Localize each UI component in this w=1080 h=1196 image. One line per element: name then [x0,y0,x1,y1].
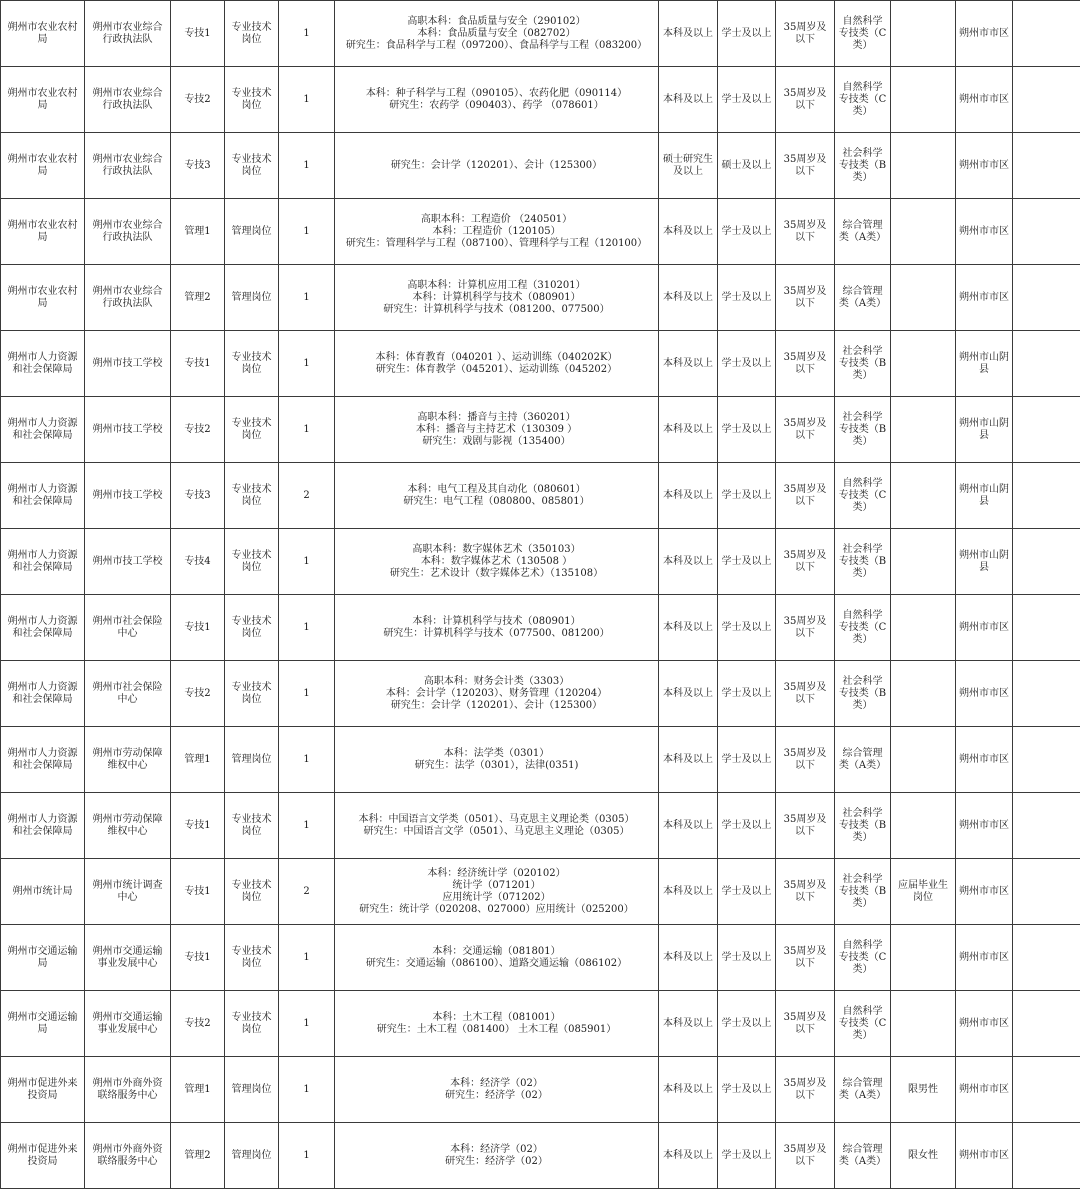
exam-category-cell: 社会科学专技类（B类） [835,331,891,397]
unit-cell: 朔州市技工学校 [85,463,171,529]
blank-cell [1013,463,1080,529]
requirement-line: 本科：法学类（0301） [443,747,550,759]
major-requirements-cell [335,1057,659,1123]
headcount-cell: 1 [279,529,335,595]
exam-category-cell: 自然科学专技类（C类） [835,595,891,661]
table-row [1,265,1080,331]
post-type-cell: 专业技术岗位 [225,1,279,67]
requirement-line: 研究生：电气工程（080800、085801） [403,495,590,507]
unit-cell: 朔州市劳动保障维权中心 [85,793,171,859]
degree-cell: 学士及以上 [718,1057,776,1123]
requirement-line: 研究生：土木工程（081400） 土木工程（085901） [376,1023,617,1035]
age-cell: 35周岁及以下 [776,199,835,265]
dept-cell: 朔州市农业农村局 [1,67,85,133]
post-type-cell: 专业技术岗位 [225,67,279,133]
age-cell: 35周岁及以下 [776,859,835,925]
education-cell: 本科及以上 [659,793,718,859]
post-type-cell: 管理岗位 [225,1057,279,1123]
unit-cell: 朔州市交通运输事业发展中心 [85,925,171,991]
post-type-cell: 专业技术岗位 [225,925,279,991]
post-code-cell: 专技1 [171,859,225,925]
table-row [1,133,1080,199]
requirement-line: 研究生：食品科学与工程（097200）、食品科学与工程（083200） [345,39,648,51]
headcount-cell: 1 [279,1123,335,1189]
age-cell: 35周岁及以下 [776,331,835,397]
other-condition-cell [891,991,956,1057]
major-requirements-cell [335,397,659,463]
major-requirements-cell [335,529,659,595]
requirement-line: 本科：数字媒体艺术（130508 ） [420,555,573,567]
headcount-cell: 1 [279,331,335,397]
post-type-cell: 专业技术岗位 [225,661,279,727]
requirement-line: 本科：交通运输（081801） [432,945,561,957]
age-cell: 35周岁及以下 [776,661,835,727]
major-requirements-cell [335,331,659,397]
unit-cell: 朔州市外商外资联络服务中心 [85,1057,171,1123]
education-cell: 本科及以上 [659,265,718,331]
headcount-cell: 1 [279,991,335,1057]
table-row [1,661,1080,727]
dept-cell: 朔州市促进外来投资局 [1,1123,85,1189]
exam-category-cell: 自然科学专技类（C类） [835,925,891,991]
requirement-line: 本科：计算机科学与技术（080901） [412,615,581,627]
headcount-cell: 1 [279,595,335,661]
major-requirements-cell [335,991,659,1057]
unit-cell: 朔州市社会保险中心 [85,661,171,727]
major-requirements-cell [335,1123,659,1189]
degree-cell: 学士及以上 [718,991,776,1057]
headcount-cell: 1 [279,1,335,67]
blank-cell [1013,67,1080,133]
unit-cell: 朔州市外商外资联络服务中心 [85,1123,171,1189]
post-code-cell: 管理1 [171,1057,225,1123]
blank-cell [1013,991,1080,1057]
dept-cell: 朔州市统计局 [1,859,85,925]
headcount-cell: 1 [279,661,335,727]
table-row [1,991,1080,1057]
blank-cell [1013,397,1080,463]
work-location-cell: 朔州市市区 [956,1,1013,67]
blank-cell [1013,595,1080,661]
degree-cell: 学士及以上 [718,463,776,529]
age-cell: 35周岁及以下 [776,463,835,529]
degree-cell: 学士及以上 [718,265,776,331]
education-cell: 本科及以上 [659,859,718,925]
headcount-cell: 1 [279,727,335,793]
unit-cell: 朔州市农业综合行政执法队 [85,199,171,265]
degree-cell: 学士及以上 [718,199,776,265]
requirement-line: 本科：经济学（02） [450,1143,543,1155]
dept-cell: 朔州市人力资源和社会保障局 [1,331,85,397]
headcount-cell: 1 [279,793,335,859]
other-condition-cell [891,727,956,793]
requirement-line: 本科：电气工程及其自动化（080601） [407,483,586,495]
education-cell: 本科及以上 [659,925,718,991]
age-cell: 35周岁及以下 [776,595,835,661]
exam-category-cell: 社会科学专技类（B类） [835,133,891,199]
work-location-cell: 朔州市市区 [956,1123,1013,1189]
unit-cell: 朔州市农业综合行政执法队 [85,67,171,133]
exam-category-cell: 社会科学专技类（B类） [835,661,891,727]
other-condition-cell: 应届毕业生岗位 [891,859,956,925]
degree-cell: 学士及以上 [718,529,776,595]
other-condition-cell [891,925,956,991]
major-requirements-cell [335,265,659,331]
table-row [1,397,1080,463]
degree-cell: 学士及以上 [718,727,776,793]
dept-cell: 朔州市促进外来投资局 [1,1057,85,1123]
work-location-cell: 朔州市市区 [956,1057,1013,1123]
other-condition-cell [891,463,956,529]
education-cell: 本科及以上 [659,397,718,463]
dept-cell: 朔州市人力资源和社会保障局 [1,397,85,463]
unit-cell: 朔州市社会保险中心 [85,595,171,661]
post-code-cell: 专技2 [171,397,225,463]
requirement-line: 本科：经济学（02） [450,1077,543,1089]
post-code-cell: 专技1 [171,331,225,397]
major-requirements-cell [335,1,659,67]
post-code-cell: 专技1 [171,1,225,67]
headcount-cell: 1 [279,133,335,199]
dept-cell: 朔州市交通运输局 [1,925,85,991]
post-code-cell: 专技1 [171,793,225,859]
exam-category-cell: 综合管理类（A类） [835,1123,891,1189]
blank-cell [1013,265,1080,331]
table-row [1,859,1080,925]
education-cell: 本科及以上 [659,67,718,133]
dept-cell: 朔州市农业农村局 [1,199,85,265]
table-row [1,727,1080,793]
post-code-cell: 专技4 [171,529,225,595]
age-cell: 35周岁及以下 [776,991,835,1057]
age-cell: 35周岁及以下 [776,727,835,793]
dept-cell: 朔州市人力资源和社会保障局 [1,463,85,529]
requirement-line: 本科：会计学（120203）、财务管理（120204） [385,687,608,699]
requirement-line: 高职本科：数字媒体艺术（350103） [412,543,581,555]
unit-cell: 朔州市劳动保障维权中心 [85,727,171,793]
degree-cell: 学士及以上 [718,793,776,859]
age-cell: 35周岁及以下 [776,529,835,595]
requirement-line: 高职本科：财务会计类（3303） [423,675,570,687]
requirement-line: 本科：播音与主持艺术（130309 ） [415,423,578,435]
work-location-cell: 朔州市市区 [956,859,1013,925]
age-cell: 35周岁及以下 [776,793,835,859]
blank-cell [1013,331,1080,397]
work-location-cell: 朔州市山阴县 [956,463,1013,529]
major-requirements-cell [335,793,659,859]
exam-category-cell: 综合管理类（A类） [835,1057,891,1123]
other-condition-cell [891,199,956,265]
post-code-cell: 管理2 [171,1123,225,1189]
dept-cell: 朔州市人力资源和社会保障局 [1,529,85,595]
degree-cell: 学士及以上 [718,661,776,727]
post-type-cell: 专业技术岗位 [225,463,279,529]
headcount-cell: 2 [279,463,335,529]
degree-cell: 学士及以上 [718,595,776,661]
post-code-cell: 专技3 [171,133,225,199]
requirement-line: 本科：计算机科学与技术（080901） [412,291,581,303]
blank-cell [1013,1057,1080,1123]
major-requirements-cell [335,859,659,925]
work-location-cell: 朔州市市区 [956,793,1013,859]
blank-cell [1013,925,1080,991]
post-type-cell: 管理岗位 [225,199,279,265]
requirement-line: 研究生：计算机科学与技术（081200、077500） [383,303,610,315]
blank-cell [1013,199,1080,265]
requirement-line: 研究生：管理科学与工程（087100）、管理科学与工程（120100） [345,237,648,249]
headcount-cell: 1 [279,1057,335,1123]
post-type-cell: 管理岗位 [225,727,279,793]
other-condition-cell: 限女性 [891,1123,956,1189]
work-location-cell: 朔州市山阴县 [956,397,1013,463]
age-cell: 35周岁及以下 [776,1057,835,1123]
headcount-cell: 1 [279,199,335,265]
major-requirements-cell [335,199,659,265]
exam-category-cell: 自然科学专技类（C类） [835,991,891,1057]
post-type-cell: 专业技术岗位 [225,331,279,397]
age-cell: 35周岁及以下 [776,133,835,199]
table-row [1,595,1080,661]
post-code-cell: 管理2 [171,265,225,331]
exam-category-cell: 社会科学专技类（B类） [835,859,891,925]
requirement-line: 高职本科：食品质量与安全（290102） [407,15,586,27]
requirement-line: 应用统计学（071202） [442,891,551,903]
education-cell: 本科及以上 [659,595,718,661]
exam-category-cell: 综合管理类（A类） [835,265,891,331]
requirement-line: 研究生：计算机科学与技术（077500、081200） [383,627,610,639]
age-cell: 35周岁及以下 [776,67,835,133]
requirement-line: 研究生：经济学（02） [445,1089,548,1101]
education-cell: 本科及以上 [659,661,718,727]
work-location-cell: 朔州市市区 [956,265,1013,331]
work-location-cell: 朔州市市区 [956,595,1013,661]
table-row [1,529,1080,595]
requirement-line: 本科：体育教育（040201 ）、运动训练（040202K） [375,351,618,363]
post-code-cell: 管理1 [171,727,225,793]
blank-cell [1013,661,1080,727]
other-condition-cell [891,265,956,331]
degree-cell: 学士及以上 [718,67,776,133]
work-location-cell: 朔州市市区 [956,727,1013,793]
dept-cell: 朔州市人力资源和社会保障局 [1,595,85,661]
post-type-cell: 专业技术岗位 [225,793,279,859]
unit-cell: 朔州市统计调查中心 [85,859,171,925]
unit-cell: 朔州市农业综合行政执法队 [85,133,171,199]
requirement-line: 研究生：中国语言文学（0501）、马克思主义理论（0305） [363,825,630,837]
dept-cell: 朔州市人力资源和社会保障局 [1,793,85,859]
table-row [1,925,1080,991]
requirement-line: 本科：食品质量与安全（082702） [417,27,576,39]
requirement-line: 本科：土木工程（081001） [432,1011,561,1023]
education-cell: 硕士研究生及以上 [659,133,718,199]
table-row [1,463,1080,529]
other-condition-cell [891,661,956,727]
requirement-line: 研究生：会计学（120201）、会计（125300） [390,699,603,711]
other-condition-cell [891,1,956,67]
education-cell: 本科及以上 [659,1123,718,1189]
requirement-line: 高职本科：计算机应用工程（310201） [407,279,586,291]
work-location-cell: 朔州市市区 [956,199,1013,265]
education-cell: 本科及以上 [659,1057,718,1123]
unit-cell: 朔州市农业综合行政执法队 [85,1,171,67]
post-code-cell: 管理1 [171,199,225,265]
post-code-cell: 专技3 [171,463,225,529]
major-requirements-cell [335,661,659,727]
requirement-line: 研究生：艺术设计（数字媒体艺术）（135108） [389,567,604,579]
requirement-line: 研究生：交通运输（086100）、道路交通运输（086102） [365,957,628,969]
requirement-line: 统计学（071201） [452,879,541,891]
work-location-cell: 朔州市市区 [956,925,1013,991]
education-cell: 本科及以上 [659,1,718,67]
exam-category-cell: 自然科学专技类（C类） [835,463,891,529]
other-condition-cell: 限男性 [891,1057,956,1123]
major-requirements-cell [335,67,659,133]
requirement-line: 本科：经济统计学（020102） [427,867,566,879]
blank-cell [1013,1123,1080,1189]
table-row [1,199,1080,265]
unit-cell: 朔州市技工学校 [85,331,171,397]
other-condition-cell [891,793,956,859]
dept-cell: 朔州市农业农村局 [1,1,85,67]
requirement-line: 研究生：经济学（02） [445,1155,548,1167]
education-cell: 本科及以上 [659,331,718,397]
blank-cell [1013,133,1080,199]
requirement-line: 研究生：戏剧与影视（135400） [422,435,571,447]
degree-cell: 硕士及以上 [718,133,776,199]
dept-cell: 朔州市农业农村局 [1,133,85,199]
other-condition-cell [891,67,956,133]
requirement-line: 高职本科：播音与主持（360201） [417,411,576,423]
blank-cell [1013,793,1080,859]
exam-category-cell: 综合管理类（A类） [835,199,891,265]
age-cell: 35周岁及以下 [776,1123,835,1189]
education-cell: 本科及以上 [659,991,718,1057]
table-row [1,1123,1080,1189]
post-type-cell: 专业技术岗位 [225,859,279,925]
post-code-cell: 专技1 [171,595,225,661]
requirement-line: 研究生：会计学（120201）、会计（125300） [390,159,603,171]
requirement-line: 本科：工程造价（120105） [432,225,561,237]
other-condition-cell [891,331,956,397]
degree-cell: 学士及以上 [718,331,776,397]
age-cell: 35周岁及以下 [776,925,835,991]
work-location-cell: 朔州市山阴县 [956,529,1013,595]
headcount-cell: 2 [279,859,335,925]
exam-category-cell: 社会科学专技类（B类） [835,397,891,463]
table-row [1,1057,1080,1123]
education-cell: 本科及以上 [659,463,718,529]
other-condition-cell [891,529,956,595]
work-location-cell: 朔州市山阴县 [956,331,1013,397]
blank-cell [1013,859,1080,925]
table-row [1,793,1080,859]
exam-category-cell: 社会科学专技类（B类） [835,529,891,595]
headcount-cell: 1 [279,67,335,133]
degree-cell: 学士及以上 [718,1,776,67]
age-cell: 35周岁及以下 [776,397,835,463]
education-cell: 本科及以上 [659,199,718,265]
blank-cell [1013,529,1080,595]
exam-category-cell: 自然科学专技类（C类） [835,1,891,67]
degree-cell: 学士及以上 [718,859,776,925]
blank-cell [1013,727,1080,793]
major-requirements-cell [335,727,659,793]
dept-cell: 朔州市交通运输局 [1,991,85,1057]
post-type-cell: 专业技术岗位 [225,397,279,463]
post-type-cell: 管理岗位 [225,265,279,331]
post-type-cell: 专业技术岗位 [225,595,279,661]
requirement-line: 研究生：法学（0301），法律(0351) [414,759,579,771]
dept-cell: 朔州市人力资源和社会保障局 [1,661,85,727]
major-requirements-cell [335,925,659,991]
degree-cell: 学士及以上 [718,397,776,463]
other-condition-cell [891,595,956,661]
requirement-line: 本科：种子科学与工程（090105）、农药化肥（090114） [365,87,628,99]
exam-category-cell: 自然科学专技类（C类） [835,67,891,133]
post-code-cell: 专技2 [171,67,225,133]
requirement-line: 研究生：体育教学（045201）、运动训练（045202） [375,363,618,375]
requirement-line: 研究生：农药学（090403）、药学 （078601） [389,99,604,111]
headcount-cell: 1 [279,397,335,463]
headcount-cell: 1 [279,265,335,331]
post-code-cell: 专技1 [171,925,225,991]
work-location-cell: 朔州市市区 [956,67,1013,133]
education-cell: 本科及以上 [659,727,718,793]
post-type-cell: 专业技术岗位 [225,529,279,595]
other-condition-cell [891,133,956,199]
post-type-cell: 专业技术岗位 [225,133,279,199]
major-requirements-cell [335,595,659,661]
post-code-cell: 专技2 [171,661,225,727]
unit-cell: 朔州市交通运输事业发展中心 [85,991,171,1057]
dept-cell: 朔州市农业农村局 [1,265,85,331]
blank-cell [1013,1,1080,67]
requirement-line: 研究生：统计学（020208、027000）应用统计（025200） [359,903,634,915]
unit-cell: 朔州市技工学校 [85,397,171,463]
unit-cell: 朔州市技工学校 [85,529,171,595]
post-type-cell: 管理岗位 [225,1123,279,1189]
degree-cell: 学士及以上 [718,925,776,991]
table-row [1,67,1080,133]
age-cell: 35周岁及以下 [776,1,835,67]
headcount-cell: 1 [279,925,335,991]
post-type-cell: 专业技术岗位 [225,991,279,1057]
work-location-cell: 朔州市市区 [956,133,1013,199]
work-location-cell: 朔州市市区 [956,661,1013,727]
degree-cell: 学士及以上 [718,1123,776,1189]
unit-cell: 朔州市农业综合行政执法队 [85,265,171,331]
table-row [1,331,1080,397]
age-cell: 35周岁及以下 [776,265,835,331]
other-condition-cell [891,397,956,463]
work-location-cell: 朔州市市区 [956,991,1013,1057]
education-cell: 本科及以上 [659,529,718,595]
exam-category-cell: 综合管理类（A类） [835,727,891,793]
dept-cell: 朔州市人力资源和社会保障局 [1,727,85,793]
post-code-cell: 专技2 [171,991,225,1057]
table-row [1,1,1080,67]
requirement-line: 高职本科：工程造价 （240501） [420,213,573,225]
major-requirements-cell [335,463,659,529]
exam-category-cell: 社会科学专技类（B类） [835,793,891,859]
table-body [1,1,1080,1189]
requirement-line: 本科：中国语言文学类（0501）、马克思主义理论类（0305） [358,813,635,825]
major-requirements-cell [335,133,659,199]
